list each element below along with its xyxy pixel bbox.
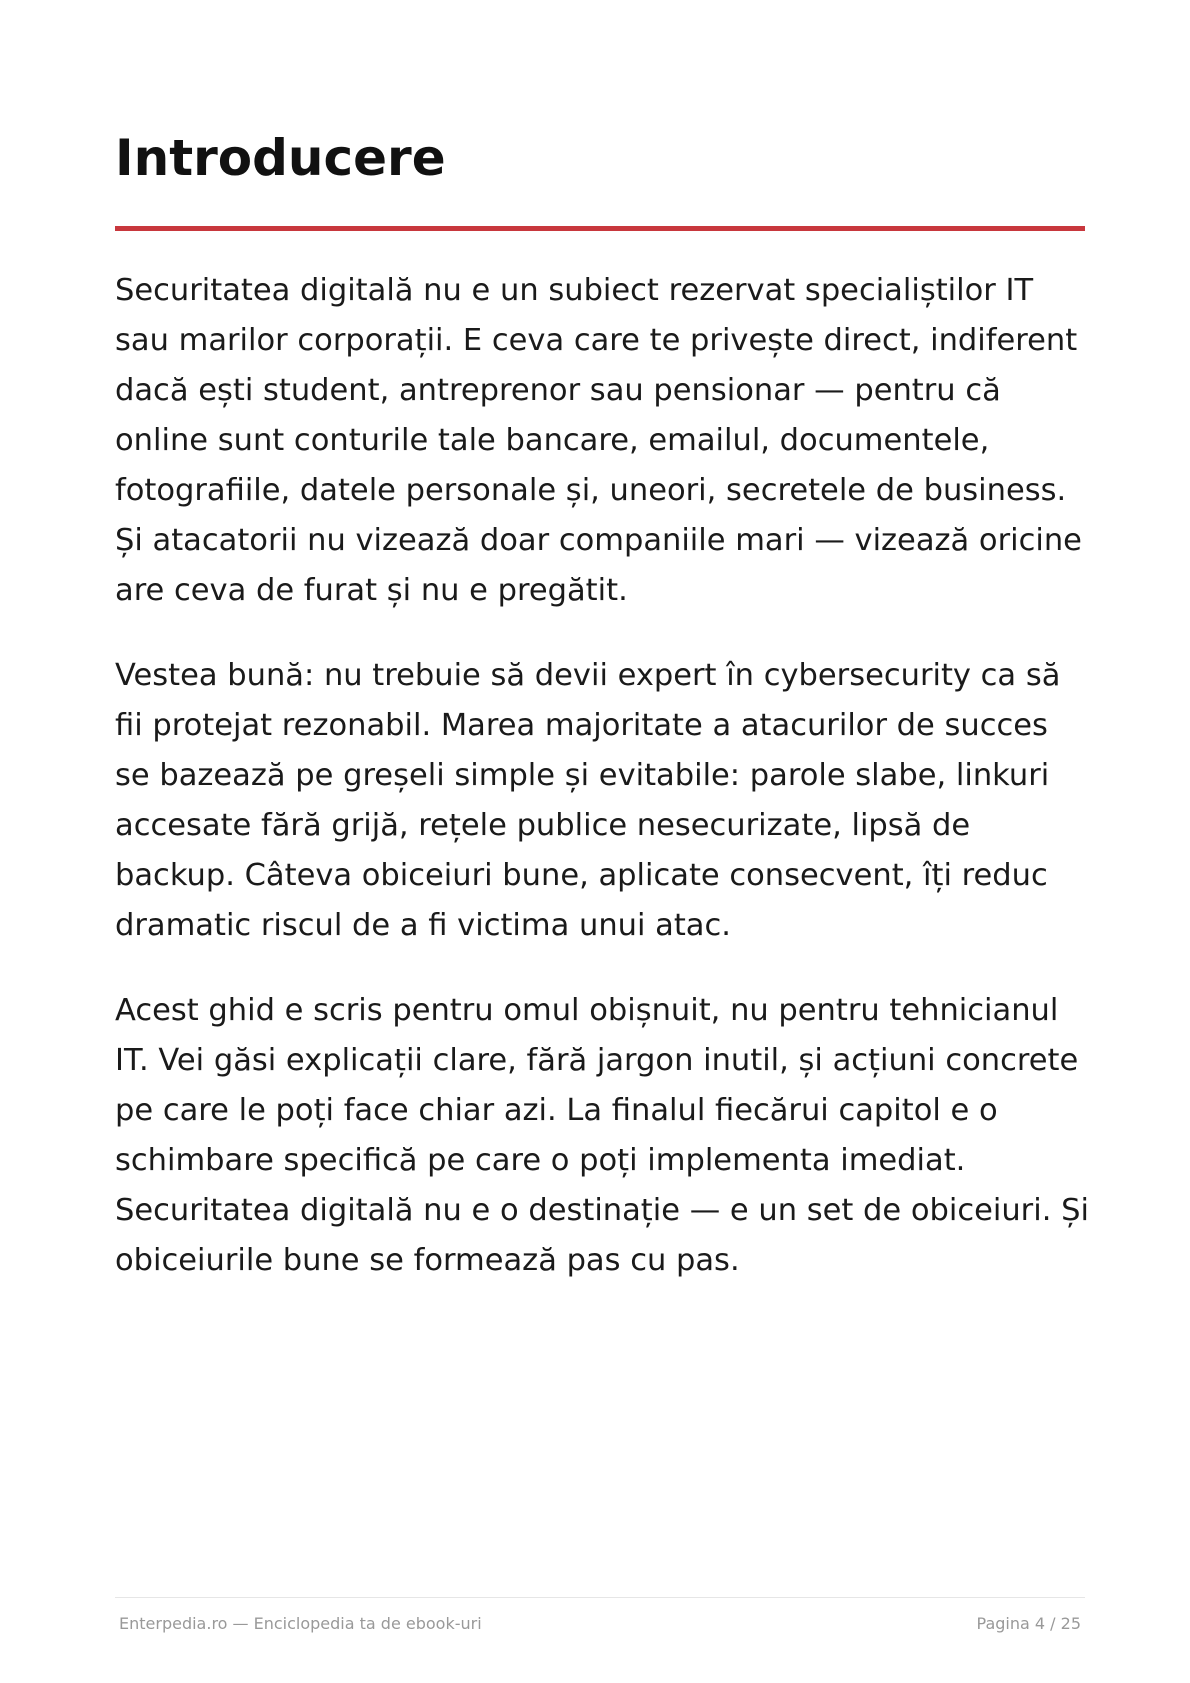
page-title: Introducere — [115, 129, 446, 187]
footer-site-label: Enterpedia.ro — Enciclopedia ta de ebook-uri — [119, 1614, 482, 1633]
body-text — [115, 266, 1090, 1321]
title-divider — [115, 226, 1085, 231]
footer-divider — [115, 1597, 1085, 1598]
paragraph-3: Acest ghid e scris pentru omul obișnuit, nu pentru tehnicianul IT. Vei găsi explicații clare, fără jargon inutil, și acțiuni concrete pe care le poți face chiar azi. La finalul fiecărui capitol e o schimbare specifică pe care o poți implementa imediat. Securitatea digitală nu e o destinație — e un set de obiceiuri. Și obiceiurile bune se formează pas cu pas. — [115, 993, 1089, 1278]
paragraph-2: Vestea bună: nu trebuie să devii expert în cybersecurity ca să fii protejat rezonabil. Marea majoritate a atacurilor de succes se bazează pe greșeli simple și evitabile: parole slabe, linkuri accesate fără grijă, rețele publice nesecurizate, lipsă de backup. Câteva obiceiuri bune, aplicate consecvent, îți reduc dramatic riscul de a fi victima unui atac. — [115, 658, 1061, 943]
document-page — [115, 0, 1089, 1683]
footer-page-number: Pagina 4 / 25 — [976, 1614, 1081, 1633]
paragraph-1: Securitatea digitală nu e un subiect rezervat specialiștilor IT sau marilor corporații. E ceva care te privește direct, indiferent dacă ești student, antreprenor sau pensionar — pentru că online sunt conturile tale bancare, emailul, documentele, fotografiile, datele personale și, uneori, secretele de business. Și atacatorii nu vizează doar companiile mari — vizează oricine are ceva de furat și nu e pregătit. — [115, 273, 1082, 608]
